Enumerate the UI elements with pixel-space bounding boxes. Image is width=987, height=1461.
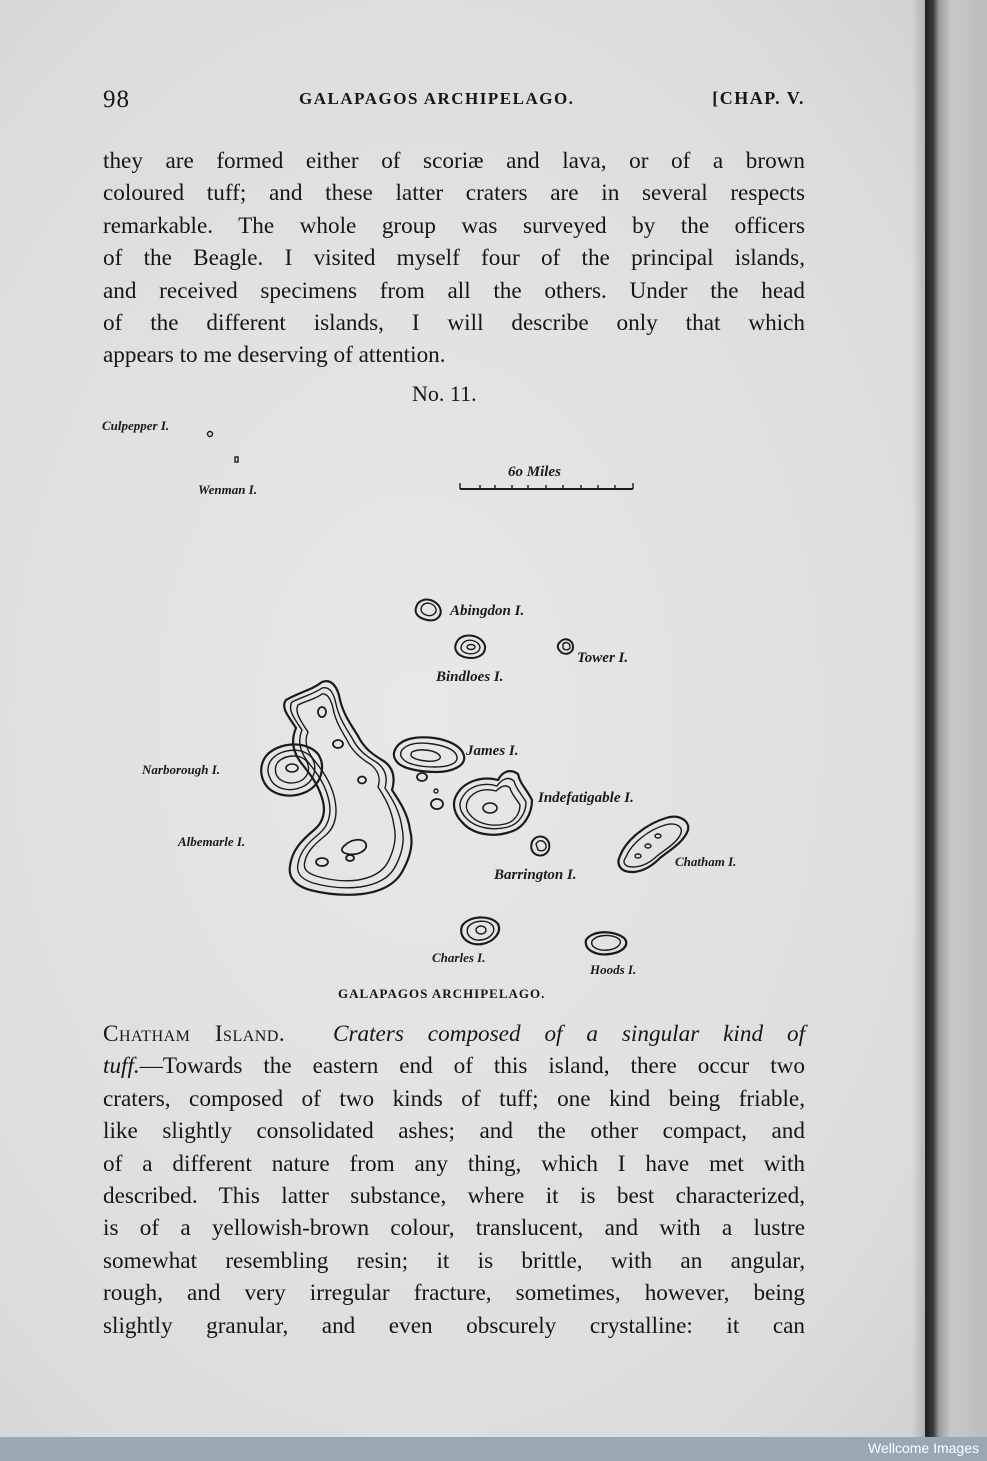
figure-number: No. 11.	[412, 381, 477, 406]
label-chatham: Chatham I.	[675, 854, 737, 869]
running-title: GALAPAGOS ARCHIPELAGO.	[299, 89, 575, 108]
text-line	[103, 1050, 805, 1082]
section-subtitle: Craters composed of a singular kind of	[333, 1021, 806, 1047]
section-subtitle-end: tuff.	[103, 1053, 140, 1080]
text-line: remarkable. The whole group was surveyed by the officers	[103, 212, 805, 239]
albemarle-island-shape	[284, 681, 411, 895]
figure-caption: GALAPAGOS ARCHIPELAGO.	[338, 986, 546, 1001]
indefatigable-island-shape	[454, 771, 532, 835]
text-line: of the different islands, I will describe only that which	[103, 310, 805, 337]
label-albemarle: Albemarle I.	[178, 834, 246, 849]
section-heading: Chatham Island.	[103, 1021, 286, 1047]
hoods-island-shape	[586, 932, 627, 954]
text-line: craters, composed of two kinds of tuff; one kind being friable,	[103, 1085, 805, 1112]
scale-bar	[460, 483, 633, 489]
narborough-island-shape	[261, 744, 322, 795]
text-line: they are formed either of scoriæ and lava, or of a brown	[103, 148, 805, 174]
text-line: of a different nature from any thing, which I have met with	[103, 1150, 805, 1177]
text-line	[103, 1018, 805, 1050]
islet-shape	[434, 789, 438, 793]
islet-shape	[417, 773, 427, 781]
page-number: 98	[103, 86, 130, 113]
label-culpepper: Culpepper I.	[102, 418, 170, 433]
abingdon-island-shape	[416, 600, 441, 621]
text-run: —Towards the eastern end of this island, there occur two	[139, 1053, 805, 1080]
james-island-shape	[394, 737, 464, 772]
chatham-paragraph	[103, 1018, 805, 1342]
label-tower: Tower I.	[577, 650, 629, 666]
label-bindloes: Bindloes I.	[436, 669, 504, 685]
text-line: rough, and very irregular fracture, sometimes, however, being	[103, 1280, 805, 1307]
label-charles: Charles I.	[432, 950, 486, 965]
label-narborough: Narborough I.	[142, 762, 221, 777]
text-line: and received specimens from all the others. Under the head	[103, 277, 805, 304]
bindloes-island-shape	[455, 635, 485, 657]
text-line: described. This latter substance, where it is best characterized,	[103, 1183, 805, 1210]
credit-text: Wellcome Images	[867, 1440, 979, 1456]
credit-bar	[0, 1437, 987, 1461]
tower-island-shape	[558, 639, 573, 654]
running-header	[103, 86, 805, 116]
archipelago-map	[100, 410, 800, 985]
text-line: somewhat resembling resin; it is brittle, with an angular,	[103, 1247, 805, 1274]
label-barrington: Barrington I.	[494, 867, 577, 883]
text-line: slightly granular, and even obscurely crystalline: it can	[103, 1312, 805, 1339]
text-line: coloured tuff; and these latter craters are in several respects	[103, 180, 805, 207]
barrington-island-shape	[531, 836, 549, 855]
scale-label: 6o Miles	[508, 464, 561, 480]
text-line: is of a yellowish-brown colour, translucent, and with a lustre	[103, 1215, 805, 1242]
text-line: like slightly consolidated ashes; and the other compact, and	[103, 1118, 805, 1145]
book-spine	[925, 0, 987, 1437]
label-indefatigable: Indefatigable I.	[538, 790, 634, 806]
label-james: James I.	[466, 743, 519, 759]
intro-paragraph	[103, 145, 805, 372]
label-abingdon: Abingdon I.	[450, 603, 525, 619]
map-labels	[102, 418, 736, 977]
gutter-shadow	[912, 0, 926, 1437]
chapter-marker: [CHAP. V.	[712, 88, 805, 108]
text-line: of the Beagle. I visited myself four of the principal islands,	[103, 245, 805, 272]
islet-shape	[431, 799, 443, 809]
culpepper-island-shape	[208, 432, 213, 437]
label-hoods: Hoods I.	[590, 962, 637, 977]
wenman-island-shape	[235, 457, 238, 462]
charles-island-shape	[461, 917, 499, 944]
text-line: appears to me deserving of attention.	[103, 342, 446, 369]
label-wenman: Wenman I.	[198, 482, 257, 497]
